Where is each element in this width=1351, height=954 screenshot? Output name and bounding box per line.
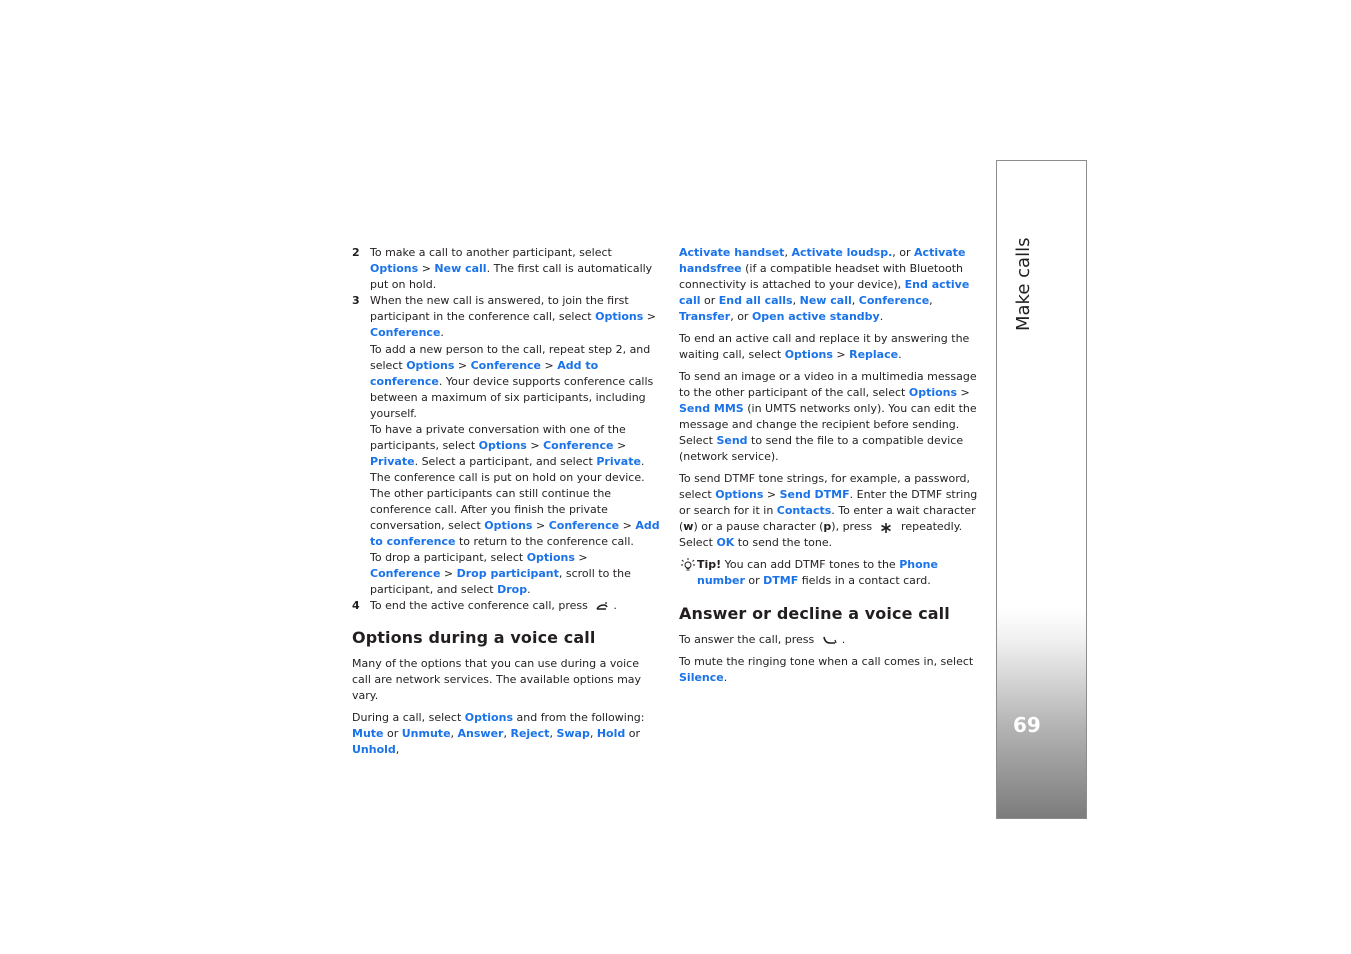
phone-number-keyword: Phone number xyxy=(697,558,938,587)
text: ), press xyxy=(831,520,876,533)
end-key-icon xyxy=(591,600,613,612)
text: (if a compatible headset with Bluetooth connectivity is attached to your device), xyxy=(679,262,963,291)
text: or xyxy=(383,727,402,740)
separator: > xyxy=(643,310,657,323)
separator: > xyxy=(957,386,970,399)
text: or xyxy=(625,727,640,740)
separator: > xyxy=(418,262,435,275)
text: , xyxy=(589,727,597,740)
text: . xyxy=(613,599,617,612)
separator: > xyxy=(526,439,544,452)
star-key-icon xyxy=(876,520,898,534)
options-keyword: Options xyxy=(464,711,513,724)
send-dtmf-keyword: Send DTMF xyxy=(779,488,850,501)
options-keyword: Options xyxy=(715,488,764,501)
private-keyword: Private xyxy=(370,455,415,468)
drop-participant-paragraph xyxy=(352,550,660,598)
hold-keyword: Hold xyxy=(596,727,626,740)
text: To drop a participant, select xyxy=(370,551,527,564)
text: , xyxy=(929,294,933,307)
activate-handset-keyword: Activate handset xyxy=(679,246,785,259)
wait-character: w xyxy=(683,520,694,533)
text: repeatedly. Select xyxy=(679,520,963,549)
paragraph-answer-call xyxy=(679,632,987,648)
text: , xyxy=(792,294,800,307)
private-conversation-paragraph xyxy=(352,422,660,550)
add-to-conference-keyword: Add to conference xyxy=(370,519,660,548)
pause-character: p xyxy=(823,520,832,533)
text: During a call, select xyxy=(352,711,465,724)
tip-box xyxy=(679,557,987,589)
page-number: 69 xyxy=(1013,713,1041,737)
text: You can add DTMF tones to the xyxy=(721,558,900,571)
options-keyword: Options xyxy=(595,310,644,323)
conference-keyword: Conference xyxy=(543,439,614,452)
text: and from the following: xyxy=(513,711,645,724)
unmute-keyword: Unmute xyxy=(401,727,451,740)
separator: > xyxy=(532,519,549,532)
text: To answer the call, press xyxy=(679,633,818,646)
step-number: 4 xyxy=(352,599,360,612)
silence-keyword: Silence xyxy=(679,671,724,684)
heading-answer-decline-voice-call: Answer or decline a voice call xyxy=(679,604,950,623)
text: , xyxy=(851,294,859,307)
conference-keyword: Conference xyxy=(470,359,542,372)
options-keyword: Options xyxy=(406,359,455,372)
answer-keyword: Answer xyxy=(457,727,504,740)
text: . xyxy=(841,633,846,646)
conference-keyword: Conference xyxy=(548,519,620,532)
text: . Enter the DTMF string or search for it in xyxy=(679,488,978,517)
add-to-conference-keyword: Add to conference xyxy=(370,359,599,388)
text: , xyxy=(395,743,400,756)
paragraph-mute-ringing xyxy=(679,654,987,686)
text: . To enter a wait character ( xyxy=(679,504,976,533)
left-column xyxy=(352,245,660,764)
step-4 xyxy=(352,598,660,614)
section-title xyxy=(1013,311,1014,331)
reject-keyword: Reject xyxy=(510,727,550,740)
text: , xyxy=(784,246,792,259)
end-active-call-keyword: End active call xyxy=(679,278,970,307)
open-active-standby-keyword: Open active standby xyxy=(751,310,880,323)
activate-loudsp-keyword: Activate loudsp. xyxy=(791,246,893,259)
paragraph-options-continued xyxy=(679,245,987,325)
conference-keyword: Conference xyxy=(370,567,441,580)
options-keyword: Options xyxy=(484,519,533,532)
private-keyword: Private xyxy=(596,455,641,468)
text: , xyxy=(450,727,458,740)
text: , xyxy=(503,727,511,740)
contacts-keyword: Contacts xyxy=(776,504,832,517)
lightbulb-icon xyxy=(679,557,697,573)
text: ) or a pause character ( xyxy=(693,520,824,533)
text: or xyxy=(700,294,719,307)
drop-keyword: Drop xyxy=(497,583,528,596)
text: To mute the ringing tone when a call comes in, select xyxy=(679,655,974,668)
text: . xyxy=(898,348,902,361)
text: to send the tone. xyxy=(734,536,833,549)
text: to send the file to a compatible device (network service). xyxy=(679,434,964,463)
text: To have a private conversation with one of the participants, select xyxy=(370,423,626,452)
text: . Select a participant, and select xyxy=(414,455,597,468)
text: To add a new person to the call, repeat step 2, and select xyxy=(370,343,651,372)
drop-participant-keyword: Drop participant xyxy=(456,567,559,580)
paragraph-during-call xyxy=(352,710,660,758)
step-number: 2 xyxy=(352,246,360,259)
text: To end the active conference call, press xyxy=(370,599,592,612)
unhold-keyword: Unhold xyxy=(352,743,396,756)
options-keyword: Options xyxy=(784,348,833,361)
separator: > xyxy=(454,359,471,372)
chapter-sidebar xyxy=(996,160,1087,819)
separator: > xyxy=(440,567,457,580)
send-mms-keyword: Send MMS xyxy=(679,402,744,415)
separator: > xyxy=(619,519,636,532)
call-key-icon xyxy=(818,634,842,646)
replace-keyword: Replace xyxy=(849,348,899,361)
options-keyword: Options xyxy=(478,439,527,452)
transfer-keyword: Transfer xyxy=(679,310,731,323)
separator: > xyxy=(613,439,627,452)
text: . xyxy=(879,310,884,323)
text: . The conference call is put on hold on your device. The other participants can still continue the conference call. After you finish the private conversation, select xyxy=(370,455,645,532)
text: to return to the conference call. xyxy=(455,535,634,548)
heading-options-during-voice-call: Options during a voice call xyxy=(352,628,596,647)
text: fields in a contact card. xyxy=(798,574,931,587)
text: To end an active call and replace it by answering the waiting call, select xyxy=(679,332,970,361)
conference-keyword: Conference xyxy=(858,294,930,307)
text: . xyxy=(527,583,531,596)
text: , or xyxy=(892,246,915,259)
paragraph-replace-call xyxy=(679,331,987,363)
text: (in UMTS networks only). You can edit the message and change the recipient before sending. Select xyxy=(679,402,977,447)
text: To send an image or a video in a multimedia message to the other participant of the call, select xyxy=(679,370,977,399)
tip-label: Tip! xyxy=(697,558,722,571)
text: . The first call is automatically put on hold. xyxy=(370,262,653,291)
text: . xyxy=(440,326,444,339)
options-keyword: Options xyxy=(370,262,419,275)
options-keyword: Options xyxy=(526,551,575,564)
step-2 xyxy=(352,245,660,293)
text: . Your device supports conference calls between a maximum of six participants, including yourself. xyxy=(370,375,654,420)
new-call-keyword: New call xyxy=(799,294,852,307)
text: To make a call to another participant, select xyxy=(370,246,612,259)
separator: > xyxy=(541,359,558,372)
options-keyword: Options xyxy=(908,386,958,399)
activate-handsfree-keyword: Activate handsfree xyxy=(679,246,966,275)
end-all-calls-keyword: End all calls xyxy=(718,294,793,307)
text: or xyxy=(744,574,764,587)
paragraph-network-services: Many of the options that you can use during a voice call are network services. The available options may vary. xyxy=(352,657,642,702)
conference-keyword: Conference xyxy=(370,326,441,339)
text: When the new call is answered, to join the first participant in the conference call, select xyxy=(370,294,629,323)
step-3 xyxy=(352,293,660,341)
text: , xyxy=(549,727,557,740)
text: , or xyxy=(730,310,752,323)
new-call-keyword: New call xyxy=(434,262,487,275)
step-number: 3 xyxy=(352,294,360,307)
separator: > xyxy=(763,488,780,501)
text: , scroll to the participant, and select xyxy=(370,567,631,596)
paragraph-send-mms xyxy=(679,369,987,465)
swap-keyword: Swap xyxy=(556,727,590,740)
dtmf-keyword: DTMF xyxy=(763,574,799,587)
text: To send DTMF tone strings, for example, a password, select xyxy=(679,472,971,501)
separator: > xyxy=(832,348,850,361)
add-participant-paragraph xyxy=(352,342,660,422)
text: . xyxy=(723,671,728,684)
ok-keyword: OK xyxy=(716,536,735,549)
mute-keyword: Mute xyxy=(352,727,384,740)
separator: > xyxy=(574,551,588,564)
paragraph-send-dtmf xyxy=(679,471,987,551)
send-keyword: Send xyxy=(716,434,748,447)
right-column xyxy=(679,245,987,692)
